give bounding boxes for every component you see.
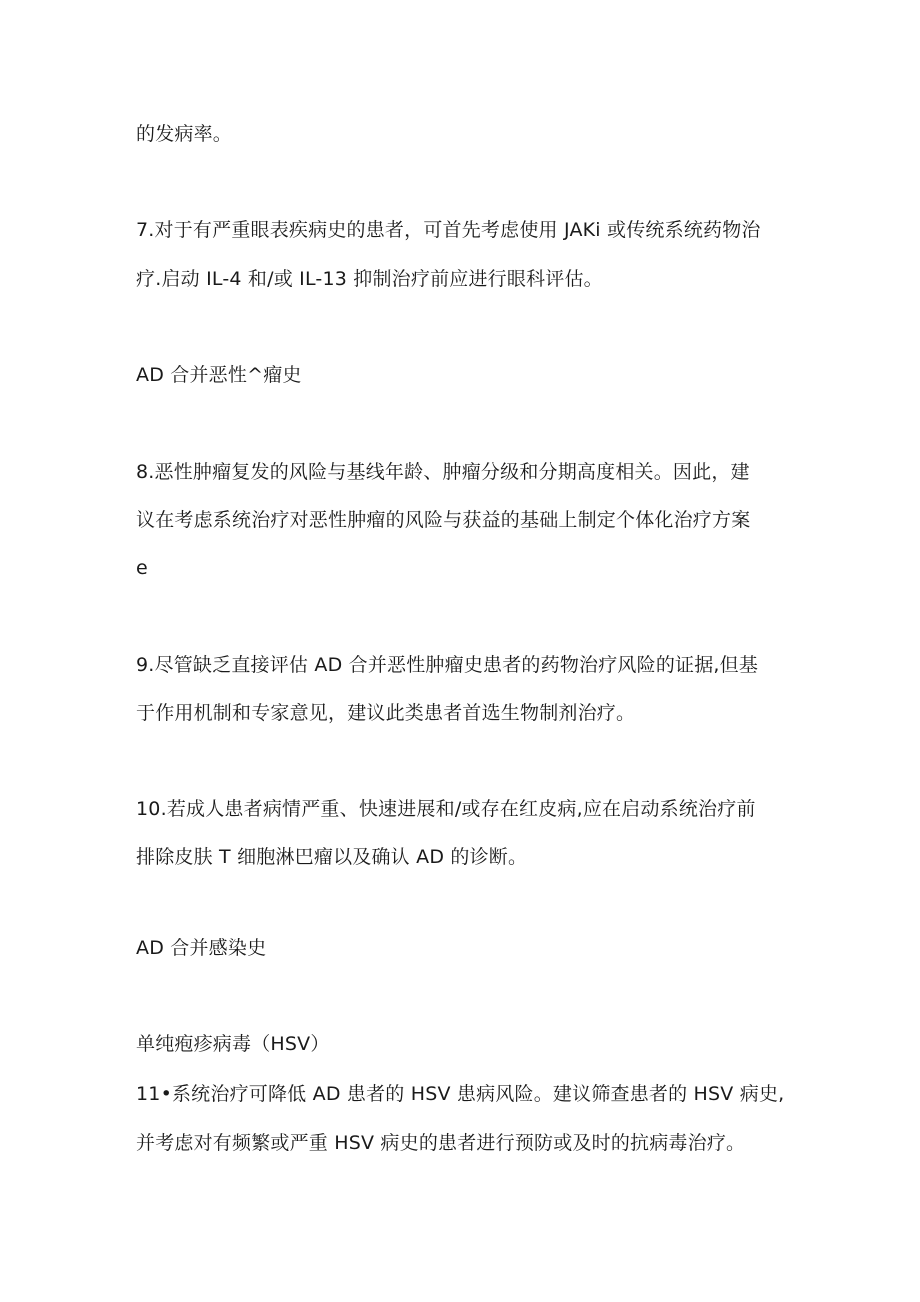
item-10-line-1: 10.若成人患者病情严重、快速进展和/或存在红皮病,应在启动系统治疗前 (136, 798, 756, 820)
item-11-line-2: 并考虑对有频繁或严重 HSV 病史的患者进行预防或及时的抗病毒治疗。 (136, 1132, 746, 1154)
item-11-line-1: 11•系统治疗可降低 AD 患者的 HSV 患病风险。建议筛查患者的 HSV 病史, (136, 1083, 785, 1105)
item-9-line-1: 9.尽管缺乏直接评估 AD 合并恶性肿瘤史患者的药物治疗风险的证据,但基 (136, 654, 759, 676)
item-9-line-2: 于作用机制和专家意见，建议此类患者首选生物制剂治疗。 (136, 702, 636, 724)
item-8-line-2: 议在考虑系统治疗对恶性肿瘤的风险与获益的基础上制定个体化治疗方案 (136, 509, 751, 531)
item-10-line-2: 排除皮肤 T 细胞淋巴瘤以及确认 AD 的诊断。 (136, 846, 528, 868)
intro-tail-text: 的发病率。 (136, 123, 233, 145)
item-7-line-1: 7.对于有严重眼表疾病史的患者，可首先考虑使用 JAKi 或传统系统药物治 (136, 219, 761, 241)
heading-infection: AD 合并感染史 (136, 937, 267, 959)
item-7-line-2: 疗.启动 IL-4 和/或 IL-13 抑制治疗前应进行眼科评估。 (136, 268, 603, 290)
item-8-line-1: 8.恶性肿瘤复发的风险与基线年龄、肿瘤分级和分期高度相关。因此，建 (136, 461, 750, 483)
subheading-hsv: 单纯疱疹病毒（HSV） (136, 1033, 330, 1055)
item-8-line-3: e (136, 557, 148, 579)
heading-malignancy: AD 合并恶性^瘤史 (136, 364, 302, 386)
